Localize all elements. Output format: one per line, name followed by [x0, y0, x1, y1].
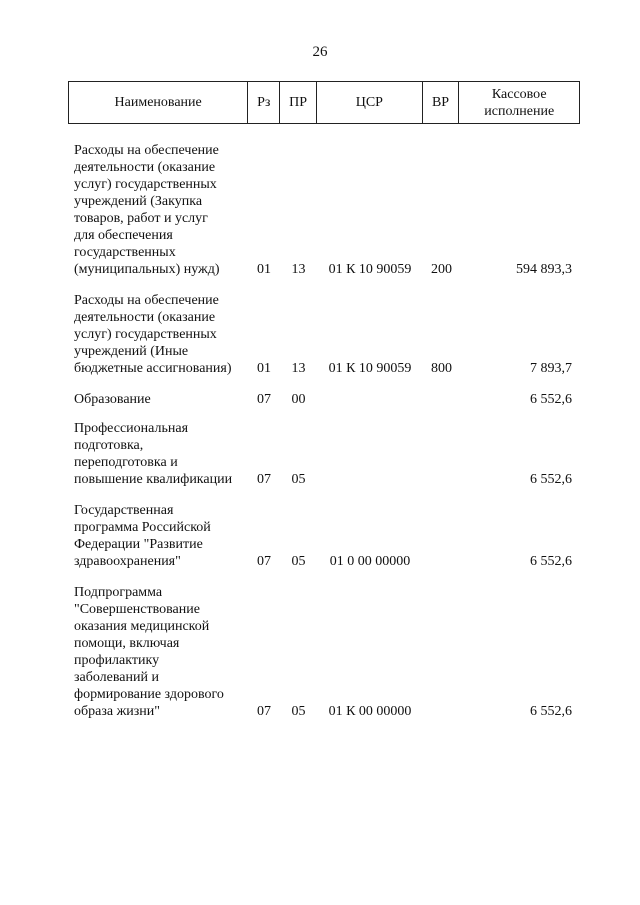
table-row [68, 142, 580, 278]
row-rz: 07 [257, 392, 271, 407]
row-name: Образование [74, 392, 151, 407]
row-csr: 01 К 10 90059 [328, 361, 412, 376]
row-rz: 01 [257, 361, 271, 376]
table-row [68, 391, 580, 408]
table-row [68, 420, 580, 488]
row-sum: 6 552,6 [530, 392, 572, 407]
header-csr: ЦСР [317, 82, 423, 123]
row-name: Подпрограмма "Совершенствование оказания медицинской помощи, включая профилактику заболеваний и формирование здорового образа жизни" [74, 585, 224, 719]
header-vr: ВР [423, 82, 460, 123]
table-row [68, 292, 580, 377]
row-name: Расходы на обеспечение деятельности (оказание услуг) государственных учреждений (Закупка товаров, работ и услуг для обеспечения государственных (муниципальных) нужд) [74, 143, 220, 277]
row-name: Профессиональная подготовка, переподготовка и повышение квалификации [74, 421, 233, 487]
row-pr: 05 [291, 554, 306, 569]
row-sum: 6 552,6 [530, 554, 572, 569]
header-pr: ПР [280, 82, 317, 123]
header-name: Наименование [69, 82, 248, 123]
row-pr: 05 [291, 704, 306, 719]
row-pr: 13 [291, 262, 306, 277]
header-sum: Кассовое исполнение [484, 86, 555, 119]
row-vr: 800 [431, 361, 452, 376]
row-sum: 6 552,6 [530, 472, 572, 487]
row-pr: 05 [291, 472, 306, 487]
row-name: Расходы на обеспечение деятельности (оказание услуг) государственных учреждений (Иные бюджетные ассигнования) [74, 293, 232, 376]
table-row [68, 502, 580, 570]
page-number: 26 [312, 44, 328, 60]
row-sum: 6 552,6 [530, 704, 572, 719]
row-rz: 07 [257, 554, 271, 569]
row-vr: 200 [431, 262, 452, 277]
table-header [68, 81, 580, 124]
row-rz: 07 [257, 704, 271, 719]
header-rz: Рз [248, 82, 280, 123]
table-row [68, 584, 580, 720]
row-sum: 594 893,3 [516, 262, 572, 277]
row-csr: 01 0 00 00000 [329, 554, 411, 569]
row-pr: 00 [291, 392, 306, 407]
row-pr: 13 [291, 361, 306, 376]
row-name: Государственная программа Российской Федерации "Развитие здравоохранения" [74, 503, 211, 569]
row-csr: 01 К 00 00000 [328, 704, 412, 719]
row-rz: 07 [257, 472, 271, 487]
row-rz: 01 [257, 262, 271, 277]
row-csr: 01 К 10 90059 [328, 262, 412, 277]
row-sum: 7 893,7 [530, 361, 572, 376]
